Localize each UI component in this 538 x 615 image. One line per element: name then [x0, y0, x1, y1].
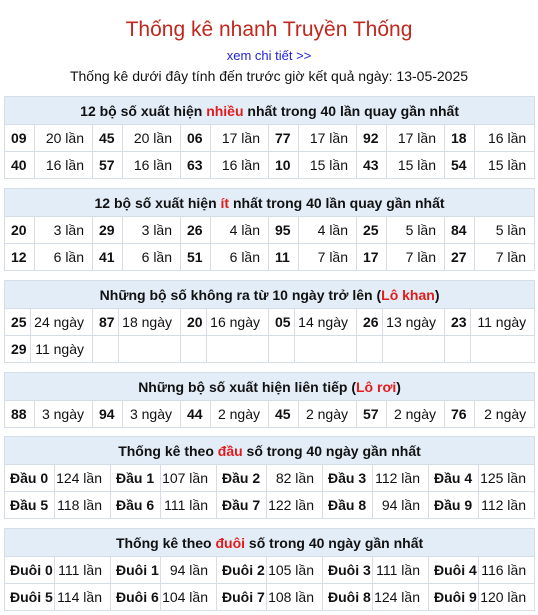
number-cell: 27: [445, 244, 475, 271]
number-cell: 29: [93, 217, 123, 244]
duoi-label: Đuôi 0: [5, 557, 55, 584]
count-cell: 111 lần: [55, 557, 111, 584]
count-cell: 16 lần: [475, 125, 535, 152]
days-cell: 2 ngày: [211, 401, 269, 428]
dau-label: Đầu 2: [217, 465, 267, 492]
count-cell: 108 lần: [267, 584, 323, 611]
count-cell: 5 lần: [387, 217, 445, 244]
count-cell: 107 lần: [161, 465, 217, 492]
lo-roi-table: [4, 372, 535, 428]
dau-label: Đầu 6: [111, 492, 161, 519]
number-cell: 77: [269, 125, 299, 152]
dau-label: Đầu 8: [323, 492, 373, 519]
days-cell: 13 ngày: [383, 309, 445, 336]
number-cell: 41: [93, 244, 123, 271]
days-cell: 16 ngày: [207, 309, 269, 336]
count-cell: 7 lần: [299, 244, 357, 271]
count-cell: 114 lần: [55, 584, 111, 611]
table-row: [5, 465, 535, 492]
days-cell: 24 ngày: [31, 309, 93, 336]
count-cell: 15 lần: [475, 152, 535, 179]
dau-label: Đầu 1: [111, 465, 161, 492]
empty-cell: [295, 336, 357, 363]
duoi-label: Đuôi 7: [217, 584, 267, 611]
lo-roi-title: Những bộ số xuất hiện liên tiếp (Lô rơi): [5, 373, 535, 401]
number-cell: 57: [93, 152, 123, 179]
lo-khan-title: Những bộ số không ra từ 10 ngày trở lên (Lô khan): [5, 281, 535, 309]
number-cell: 23: [445, 309, 471, 336]
count-cell: 17 lần: [211, 125, 269, 152]
number-cell: 29: [5, 336, 31, 363]
count-cell: 124 lần: [373, 584, 429, 611]
number-cell: 10: [269, 152, 299, 179]
number-cell: 26: [357, 309, 383, 336]
count-cell: 112 lần: [479, 492, 535, 519]
count-cell: 111 lần: [373, 557, 429, 584]
days-cell: 14 ngày: [295, 309, 357, 336]
number-cell: 05: [269, 309, 295, 336]
count-cell: 120 lần: [479, 584, 535, 611]
count-cell: 4 lần: [299, 217, 357, 244]
count-cell: 94 lần: [161, 557, 217, 584]
number-cell: 45: [269, 401, 299, 428]
count-cell: 105 lần: [267, 557, 323, 584]
days-cell: 18 ngày: [119, 309, 181, 336]
duoi-label: Đuôi 4: [429, 557, 479, 584]
count-cell: 124 lần: [55, 465, 111, 492]
count-cell: 3 lần: [35, 217, 93, 244]
dau-label: Đầu 5: [5, 492, 55, 519]
count-cell: 17 lần: [299, 125, 357, 152]
count-cell: 118 lần: [55, 492, 111, 519]
number-cell: 40: [5, 152, 35, 179]
number-cell: 26: [181, 217, 211, 244]
table-row: [5, 309, 535, 336]
number-cell: 20: [181, 309, 207, 336]
detail-link[interactable]: xem chi tiết >>: [226, 48, 312, 63]
count-cell: 122 lần: [267, 492, 323, 519]
number-cell: 63: [181, 152, 211, 179]
table-row: [5, 492, 535, 519]
empty-cell: [119, 336, 181, 363]
duoi-label: Đuôi 2: [217, 557, 267, 584]
empty-cell: [445, 336, 471, 363]
number-cell: 20: [5, 217, 35, 244]
number-cell: 09: [5, 125, 35, 152]
count-cell: 112 lần: [373, 465, 429, 492]
empty-cell: [207, 336, 269, 363]
empty-cell: [471, 336, 535, 363]
duoi-table: [4, 528, 535, 611]
count-cell: 3 lần: [123, 217, 181, 244]
lo-khan-table: [4, 280, 535, 363]
dau-label: Đầu 7: [217, 492, 267, 519]
number-cell: 57: [357, 401, 387, 428]
number-cell: 87: [93, 309, 119, 336]
days-cell: 3 ngày: [35, 401, 93, 428]
dau-label: Đầu 4: [429, 465, 479, 492]
count-cell: 15 lần: [299, 152, 357, 179]
number-cell: 12: [5, 244, 35, 271]
number-cell: 51: [181, 244, 211, 271]
number-cell: 94: [93, 401, 123, 428]
number-cell: 17: [357, 244, 387, 271]
count-cell: 7 lần: [387, 244, 445, 271]
number-cell: 11: [269, 244, 299, 271]
duoi-label: Đuôi 1: [111, 557, 161, 584]
empty-cell: [269, 336, 295, 363]
number-cell: 45: [93, 125, 123, 152]
most-frequent-title: 12 bộ số xuất hiện nhiều nhất trong 40 lần quay gần nhất: [5, 97, 535, 125]
days-cell: 2 ngày: [387, 401, 445, 428]
days-cell: 2 ngày: [475, 401, 535, 428]
duoi-title: Thống kê theo đuôi số trong 40 ngày gần nhất: [5, 529, 535, 557]
table-row: [5, 336, 535, 363]
least-frequent-table: [4, 188, 535, 271]
count-cell: 4 lần: [211, 217, 269, 244]
dau-label: Đầu 9: [429, 492, 479, 519]
count-cell: 116 lần: [479, 557, 535, 584]
count-cell: 82 lần: [267, 465, 323, 492]
empty-cell: [93, 336, 119, 363]
duoi-label: Đuôi 9: [429, 584, 479, 611]
count-cell: 15 lần: [387, 152, 445, 179]
table-row: [5, 125, 535, 152]
number-cell: 95: [269, 217, 299, 244]
number-cell: 54: [445, 152, 475, 179]
duoi-label: Đuôi 6: [111, 584, 161, 611]
empty-cell: [383, 336, 445, 363]
number-cell: 92: [357, 125, 387, 152]
number-cell: 18: [445, 125, 475, 152]
table-row: [5, 557, 535, 584]
count-cell: 6 lần: [35, 244, 93, 271]
count-cell: 94 lần: [373, 492, 429, 519]
count-cell: 7 lần: [475, 244, 535, 271]
number-cell: 06: [181, 125, 211, 152]
empty-cell: [357, 336, 383, 363]
dau-label: Đầu 0: [5, 465, 55, 492]
days-cell: 11 ngày: [31, 336, 93, 363]
days-cell: 11 ngày: [471, 309, 535, 336]
days-cell: 2 ngày: [299, 401, 357, 428]
number-cell: 88: [5, 401, 35, 428]
count-cell: 16 lần: [35, 152, 93, 179]
days-cell: 3 ngày: [123, 401, 181, 428]
count-cell: 20 lần: [35, 125, 93, 152]
count-cell: 111 lần: [161, 492, 217, 519]
count-cell: 20 lần: [123, 125, 181, 152]
table-row: [5, 244, 535, 271]
most-frequent-table: [4, 96, 535, 179]
page-title: Thống kê nhanh Truyền Thống: [125, 18, 413, 41]
number-cell: 25: [357, 217, 387, 244]
count-cell: 6 lần: [211, 244, 269, 271]
table-row: [5, 217, 535, 244]
number-cell: 44: [181, 401, 211, 428]
number-cell: 84: [445, 217, 475, 244]
number-cell: 76: [445, 401, 475, 428]
date-note: Thống kê dưới đây tính đến trước giờ kết quả ngày: 13-05-2025: [69, 68, 469, 84]
count-cell: 125 lần: [479, 465, 535, 492]
number-cell: 43: [357, 152, 387, 179]
dau-table: [4, 436, 535, 519]
empty-cell: [181, 336, 207, 363]
duoi-label: Đuôi 5: [5, 584, 55, 611]
count-cell: 16 lần: [211, 152, 269, 179]
duoi-label: Đuôi 3: [323, 557, 373, 584]
count-cell: 16 lần: [123, 152, 181, 179]
table-row: [5, 152, 535, 179]
count-cell: 17 lần: [387, 125, 445, 152]
table-row: [5, 401, 535, 428]
number-cell: 25: [5, 309, 31, 336]
count-cell: 6 lần: [123, 244, 181, 271]
duoi-label: Đuôi 8: [323, 584, 373, 611]
table-row: [5, 584, 535, 611]
dau-label: Đầu 3: [323, 465, 373, 492]
count-cell: 5 lần: [475, 217, 535, 244]
count-cell: 104 lần: [161, 584, 217, 611]
dau-title: Thống kê theo đầu số trong 40 ngày gần nhất: [5, 437, 535, 465]
least-frequent-title: 12 bộ số xuất hiện ít nhất trong 40 lần quay gần nhất: [5, 189, 535, 217]
